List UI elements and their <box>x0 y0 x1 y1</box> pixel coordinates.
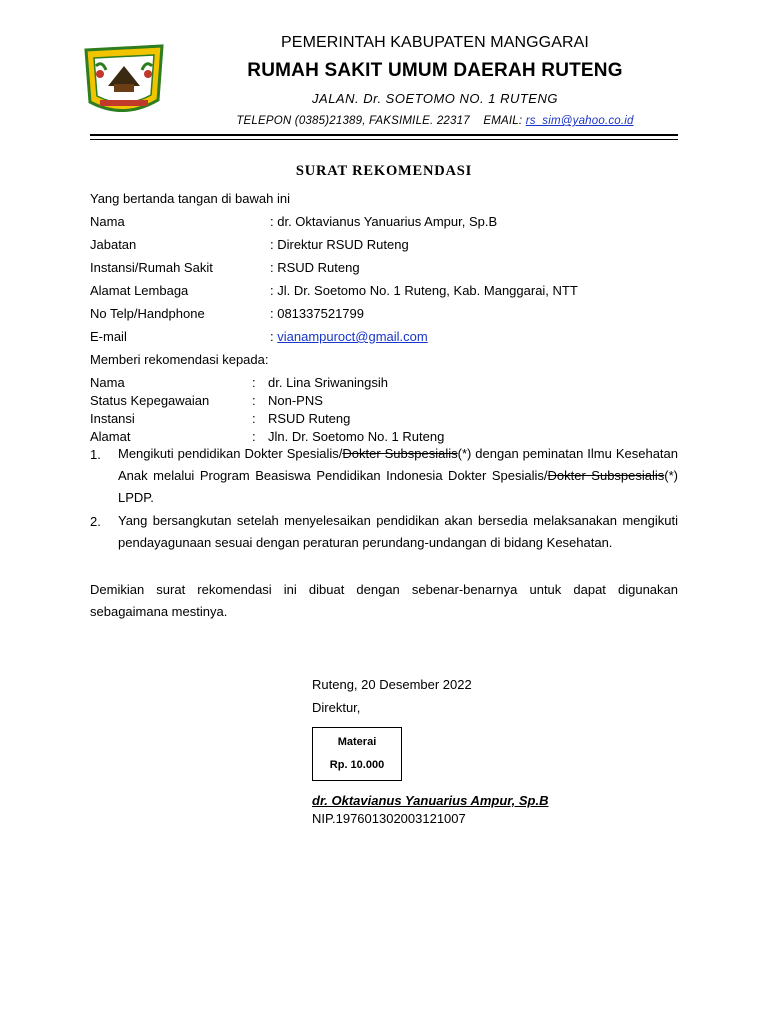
item-1-part1: Mengikuti pendidikan Dokter Spesialis/ <box>118 446 343 461</box>
item-1-strike2: Dokter Subspesialis <box>547 468 665 483</box>
signer-position: Direktur, <box>312 700 361 715</box>
signer-value: : 081337521799 <box>270 306 364 321</box>
item-2-text: Yang bersangkutan setelah menyelesaikan pendidikan akan bersedia melaksanakan mengikuti pendayagunaan sesuai dengan peraturan perundang-undangan di bidang Kesehatan. <box>118 513 678 550</box>
place-date: Ruteng, 20 Desember 2022 <box>312 677 472 692</box>
header-contact <box>175 115 695 127</box>
stamp-label: Materai <box>337 736 377 748</box>
signer-email-link[interactable]: vianampuroct@gmail.com <box>277 329 428 344</box>
signer-label: Instansi/Rumah Sakit <box>90 260 213 275</box>
item-1-part2: (*) dengan peminatan Ilmu Kesehatan Anak melalui Program Beasiswa Pendidikan Indonesia Dokter Spesialis/ <box>118 446 678 483</box>
header-divider-thick <box>90 134 678 136</box>
header-hospital-name: RUMAH SAKIT UMUM DAERAH RUTENG <box>247 60 623 81</box>
regency-emblem-icon <box>78 40 170 118</box>
recommend-intro: Memberi rekomendasi kepada: <box>90 352 269 367</box>
signer-label: Jabatan <box>90 237 137 252</box>
recipient-colon: : <box>252 393 256 408</box>
signer-value: : Jl. Dr. Soetomo No. 1 Ruteng, Kab. Manggarai, NTT <box>270 283 578 298</box>
recipient-label: Instansi <box>90 411 135 426</box>
item-1-strike1: Dokter Subspesialis <box>342 446 458 461</box>
item-1-text <box>118 443 678 509</box>
signer-value: : Direktur RSUD Ruteng <box>270 237 409 252</box>
header-email-link[interactable]: rs_sim@yahoo.co.id <box>525 115 634 127</box>
stamp-amount: Rp. 10.000 <box>329 759 385 771</box>
intro-text: Yang bertanda tangan di bawah ini <box>90 191 290 206</box>
signer-email-label: E-mail <box>90 329 127 344</box>
recipient-colon: : <box>252 375 256 390</box>
header-contact-text: TELEPON (0385)21389, FAKSIMILE. 22317 EMAIL: <box>236 115 526 127</box>
signer-label: No Telp/Handphone <box>90 306 205 321</box>
recipient-colon: : <box>252 411 256 426</box>
recipient-value: Jln. Dr. Soetomo No. 1 Ruteng <box>268 429 445 444</box>
item-1-part3: (*) LPDP. <box>118 468 679 505</box>
closing-paragraph: Demikian surat rekomendasi ini dibuat dengan sebenar-benarnya untuk dapat digunakan sebagaimana mestinya. <box>90 582 678 619</box>
signer-value: : RSUD Ruteng <box>270 260 360 275</box>
signer-email-colon: : <box>270 329 278 344</box>
recipient-value: RSUD Ruteng <box>268 411 351 426</box>
header-government: PEMERINTAH KABUPATEN MANGGARAI <box>281 34 589 51</box>
duty-stamp-box <box>312 727 402 781</box>
letter-title: SURAT REKOMENDASI <box>295 163 473 179</box>
signer-name: dr. Oktavianus Yanuarius Ampur, Sp.B <box>312 793 549 808</box>
recipient-value: dr. Lina Sriwaningsih <box>268 375 388 390</box>
item-number: 1. <box>90 447 101 462</box>
item-number: 2. <box>90 514 101 529</box>
header-divider-thin <box>90 139 678 140</box>
signer-label: Nama <box>90 214 125 229</box>
recipient-colon: : <box>252 429 256 444</box>
signer-email <box>270 329 428 345</box>
signer-value: : dr. Oktavianus Yanuarius Ampur, Sp.B <box>270 214 498 229</box>
signer-label: Alamat Lembaga <box>90 283 189 298</box>
recipient-value: Non-PNS <box>268 393 323 408</box>
signer-nip: NIP.197601302003121007 <box>312 811 466 826</box>
recipient-label: Status Kepegawaian <box>90 393 210 408</box>
recipient-label: Nama <box>90 375 125 390</box>
header-address: JALAN. Dr. SOETOMO NO. 1 RUTENG <box>312 91 558 106</box>
recipient-label: Alamat <box>90 429 131 444</box>
